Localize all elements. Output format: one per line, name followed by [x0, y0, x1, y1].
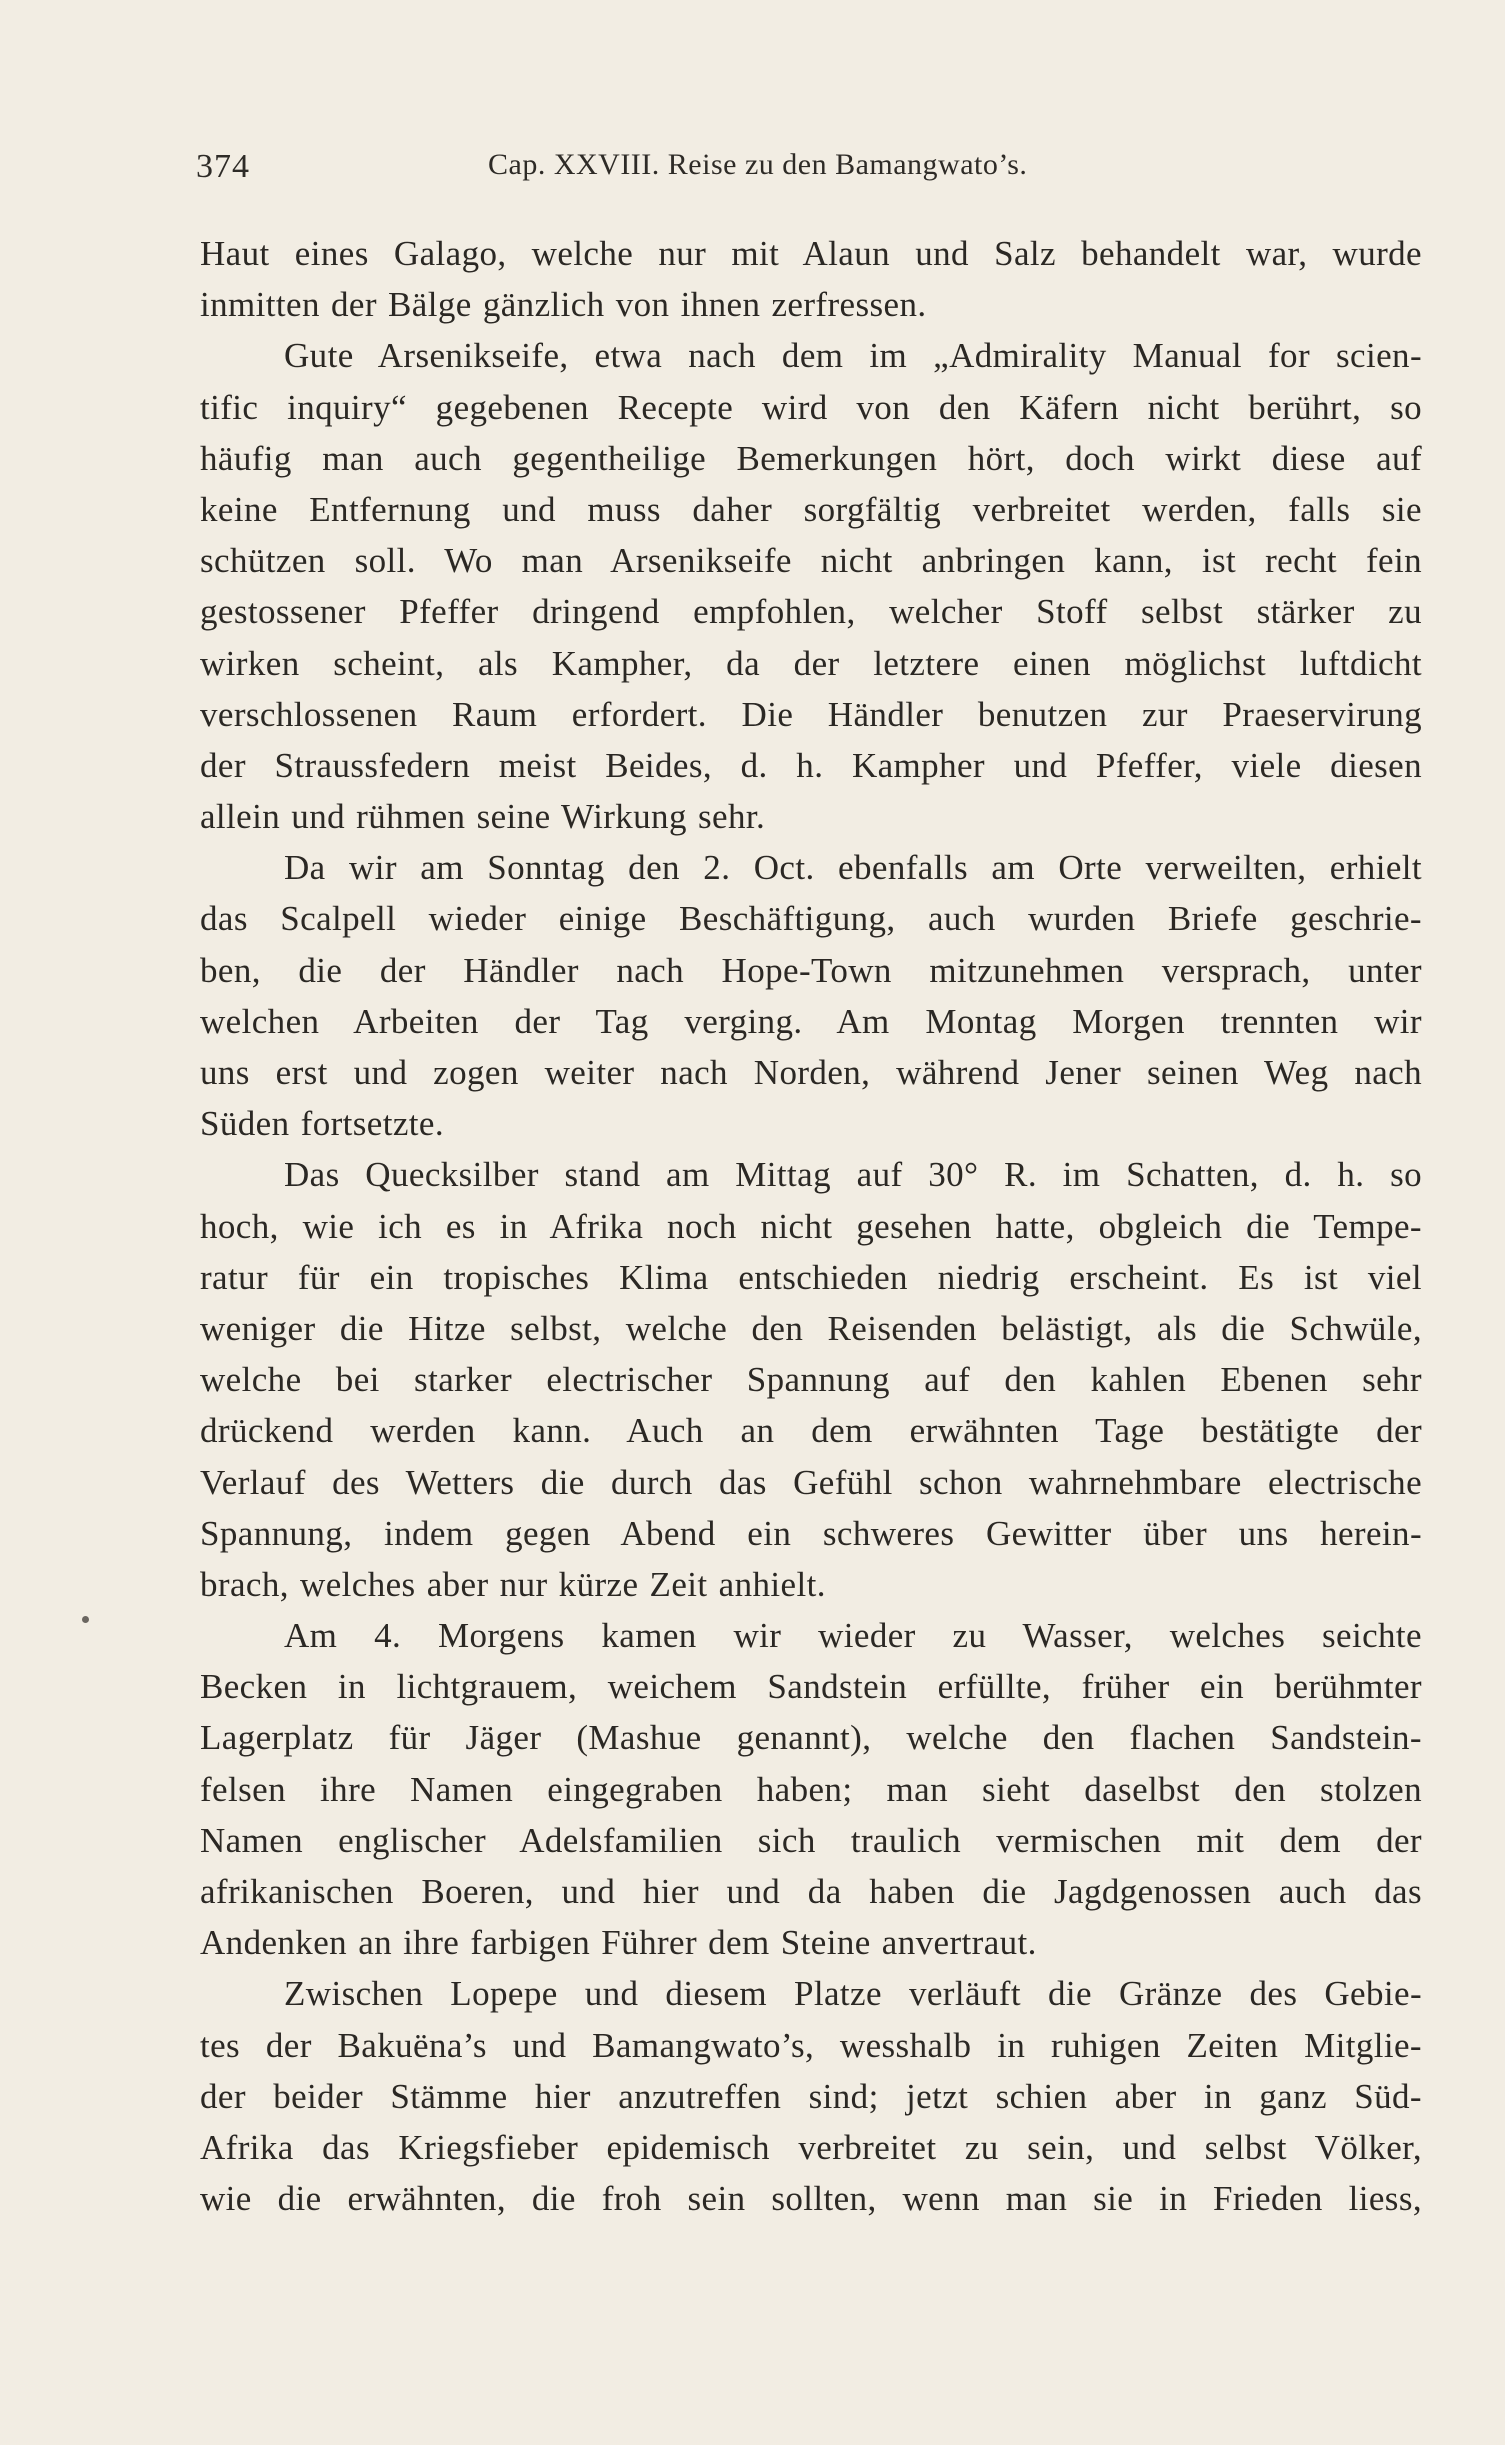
text-line: Gute Arsenikseife, etwa nach dem im „Admirality Manual for scien-	[284, 336, 1422, 376]
text-line: tes der Bakuëna’s und Bamangwato’s, wesshalb in ruhigen Zeiten Mitglie-	[200, 2025, 1422, 2065]
page-number: 374	[196, 148, 250, 185]
text-line: Zwischen Lopepe und diesem Platze verläuft die Gränze des Gebie-	[284, 1974, 1422, 2014]
text-line: Namen englischer Adelsfamilien sich traulich vermischen mit dem der	[200, 1820, 1422, 1860]
text-line: allein und rühmen seine Wirkung sehr.	[200, 797, 766, 837]
text-line: das Scalpell wieder einige Beschäftigung, auch wurden Briefe geschrie-	[200, 899, 1422, 939]
text-line: welche bei starker electrischer Spannung auf den kahlen Ebenen sehr	[200, 1360, 1422, 1400]
text-line: verschlossenen Raum erfordert. Die Händler benutzen zur Praeservirung	[200, 694, 1422, 734]
text-line: wirken scheint, als Kampher, da der letztere einen möglichst luftdicht	[200, 643, 1422, 683]
text-line: wie die erwähnten, die froh sein sollten, wenn man sie in Frieden liess,	[200, 2179, 1422, 2219]
body-text	[200, 228, 1422, 2224]
text-line: Das Quecksilber stand am Mittag auf 30° R. im Schatten, d. h. so	[284, 1155, 1422, 1195]
text-line: drückend werden kann. Auch an dem erwähnten Tage bestätigte der	[200, 1411, 1422, 1451]
text-line: Andenken an ihre farbigen Führer dem Steine anvertraut.	[200, 1923, 1037, 1963]
text-line: der beider Stämme hier anzutreffen sind; jetzt schien aber in ganz Süd-	[200, 2076, 1422, 2116]
text-line: ben, die der Händler nach Hope-Town mitzunehmen versprach, unter	[200, 950, 1422, 990]
text-line: inmitten der Bälge gänzlich von ihnen zerfressen.	[200, 285, 927, 325]
text-line: schützen soll. Wo man Arsenikseife nicht anbringen kann, ist recht fein	[200, 541, 1422, 581]
text-line: gestossener Pfeffer dringend empfohlen, welcher Stoff selbst stärker zu	[200, 592, 1422, 632]
text-line: Haut eines Galago, welche nur mit Alaun und Salz behandelt war, wurde	[200, 234, 1422, 273]
text-line: Afrika das Kriegsfieber epidemisch verbreitet zu sein, und selbst Völker,	[200, 2127, 1422, 2167]
text-line: Spannung, indem gegen Abend ein schweres Gewitter über uns herein-	[200, 1513, 1422, 1553]
running-head	[196, 148, 1426, 198]
text-line: weniger die Hitze selbst, welche den Reisenden belästigt, als die Schwüle,	[200, 1308, 1422, 1348]
text-line: tific inquiry“ gegebenen Recepte wird von den Käfern nicht berührt, so	[200, 387, 1422, 427]
text-line: häufig man auch gegentheilige Bemerkungen hört, doch wirkt diese auf	[200, 438, 1422, 478]
text-line: keine Entfernung und muss daher sorgfältig verbreitet werden, falls sie	[200, 489, 1422, 529]
text-line: Am 4. Morgens kamen wir wieder zu Wasser, welches seichte	[284, 1616, 1422, 1656]
text-line: felsen ihre Namen eingegraben haben; man sieht daselbst den stolzen	[200, 1769, 1422, 1809]
text-line: uns erst und zogen weiter nach Norden, während Jener seinen Weg nach	[200, 1053, 1422, 1092]
text-line: brach, welches aber nur kürze Zeit anhielt.	[200, 1564, 826, 1604]
text-line: ratur für ein tropisches Klima entschieden niedrig erscheint. Es ist viel	[200, 1257, 1422, 1297]
text-line: welchen Arbeiten der Tag verging. Am Montag Morgen trennten wir	[200, 1001, 1422, 1041]
margin-ink-spot	[82, 1616, 89, 1623]
text-line: Süden fortsetzte.	[200, 1104, 445, 1144]
text-line: Lagerplatz für Jäger (Mashue genannt), welche den flachen Sandstein-	[200, 1718, 1422, 1758]
text-line: der Straussfedern meist Beides, d. h. Kampher und Pfeffer, viele diesen	[200, 745, 1422, 785]
text-line: afrikanischen Boeren, und hier und da haben die Jagdgenossen auch das	[200, 1872, 1422, 1911]
text-line: Verlauf des Wetters die durch das Gefühl schon wahrnehmbare electrische	[200, 1462, 1422, 1502]
text-line: Becken in lichtgrauem, weichem Sandstein erfüllte, früher ein berühmter	[200, 1667, 1422, 1707]
text-line: hoch, wie ich es in Afrika noch nicht gesehen hatte, obgleich die Tempe-	[200, 1206, 1422, 1246]
chapter-title: Cap. XXVIII. Reise zu den Bamangwato’s.	[488, 148, 1028, 181]
text-line: Da wir am Sonntag den 2. Oct. ebenfalls am Orte verweilten, erhielt	[284, 848, 1422, 888]
